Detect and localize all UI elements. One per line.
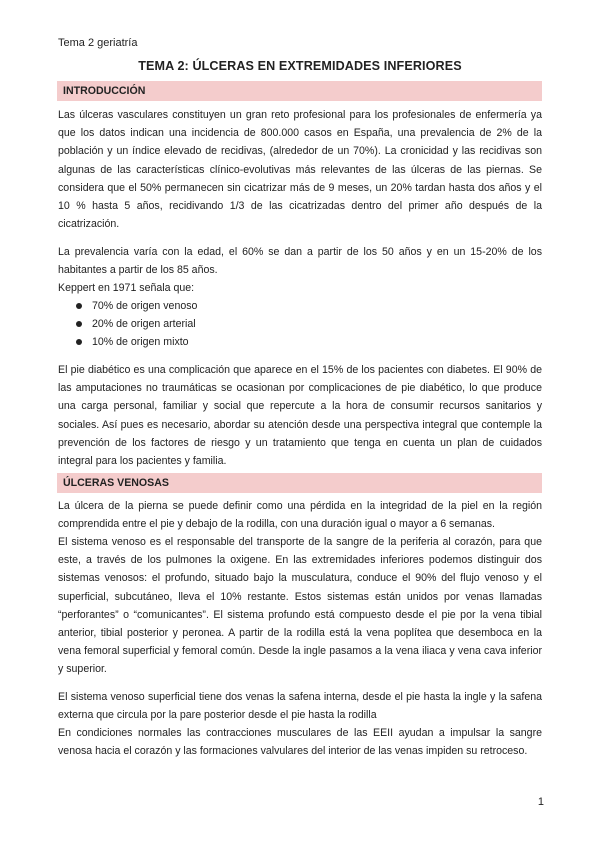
document-title: TEMA 2: ÚLCERAS EN EXTREMIDADES INFERIORES: [138, 59, 462, 73]
paragraph-keppert: Keppert en 1971 señala que:: [58, 282, 195, 294]
list-item: 20% de origen arterial: [58, 315, 542, 333]
list-item: 70% de origen venoso: [58, 297, 542, 315]
bullet-icon: [76, 339, 82, 345]
bullet-icon: [76, 303, 82, 309]
origin-bullet-list: [58, 297, 542, 352]
bullet-icon: [76, 321, 82, 327]
section-heading-introduccion: INTRODUCCIÓN: [57, 81, 542, 101]
section-heading-ulceras-venosas: ÚLCERAS VENOSAS: [57, 473, 542, 493]
list-item: 10% de origen mixto: [58, 333, 542, 351]
paragraph-sistema-venoso: El sistema venoso es el responsable del transporte de la sangre de la periferia al corazón, para que este, a través de los pulmones la oxigene. En las extremidades inferiores podemos distinguir dos sistemas venosos: el profundo, situado bajo la musculatura, conduce el 90% del flujo venoso y el superficial, subcutáneo, lleva el 10% restante. Estos sistemas están unidos por venas llamadas “perforantes” o “comunicantes”. El sistema profundo está compuesto desde el pie por la vena tibial anterior, tibial posterior y peronea. A partir de la rodilla está la vena poplítea que desemboca en la vena femoral superficial y femoral común. Desde la ingle pasamos a la vena iliaca y vena cava inferior y superior.: [58, 536, 542, 676]
paragraph-ulcera-definicion: La úlcera de la pierna se puede definir como una pérdida en la integridad de la piel en la región comprendida entre el pie y debajo de la rodilla, con una duración igual o mayor a 6 semanas.: [58, 500, 542, 531]
paragraph-pie-diabetico: El pie diabético es una complicación que aparece en el 15% de los pacientes con diabetes. El 90% de las amputaciones no traumáticas se ocasionan por complicaciones de pie diabético, lo que produce una carga personal, familiar y social que repercute a la hora de consumir recursos sanitarios y sociales. Así pues es necesario, abordar su atención desde una perspectiva integral que contemple la prevención de los factores de riesgo y un tratamiento que tenga en cuenta un plan de cuidados integral para los pacientes y familia.: [58, 364, 542, 468]
paragraph-intro-incidence: Las úlceras vasculares constituyen un gran reto profesional para los profesionales de enfermería ya que los datos indican una incidencia de 800.000 casos en España, una prevalencia de 2% de la población y un índice elevado de recidivas, (alrededor de un 70%). La cronicidad y las recidivas son algunas de las características clínico-evolutivas más relevantes de las úlceras de las piernas. Se considera que el 50% permanecen sin cicatrizar más de 9 meses, un 20% tardan hasta dos años y el 10 % hasta 5 años, recidivando 1/3 de las cicatrizadas dentro del primer año después de la cicatrización.: [58, 109, 542, 231]
paragraph-sistema-superficial: El sistema venoso superficial tiene dos venas la safena interna, desde el pie hasta la ingle y la safena externa que circula por la pare posterior desde el pie hasta la rodilla: [58, 691, 542, 722]
paragraph-contracciones: En condiciones normales las contracciones musculares de las EEII ayudan a impulsar la sangre venosa hacia el corazón y las formaciones valvulares del interior de las venas impiden su retroceso.: [58, 727, 542, 758]
running-header: Tema 2 geriatría: [58, 37, 138, 49]
page-number: 1: [537, 796, 544, 808]
paragraph-intro-prevalence: La prevalencia varía con la edad, el 60% se dan a partir de los 50 años y en un 15-20% de los habitantes a partir de los 85 años.: [58, 246, 542, 277]
